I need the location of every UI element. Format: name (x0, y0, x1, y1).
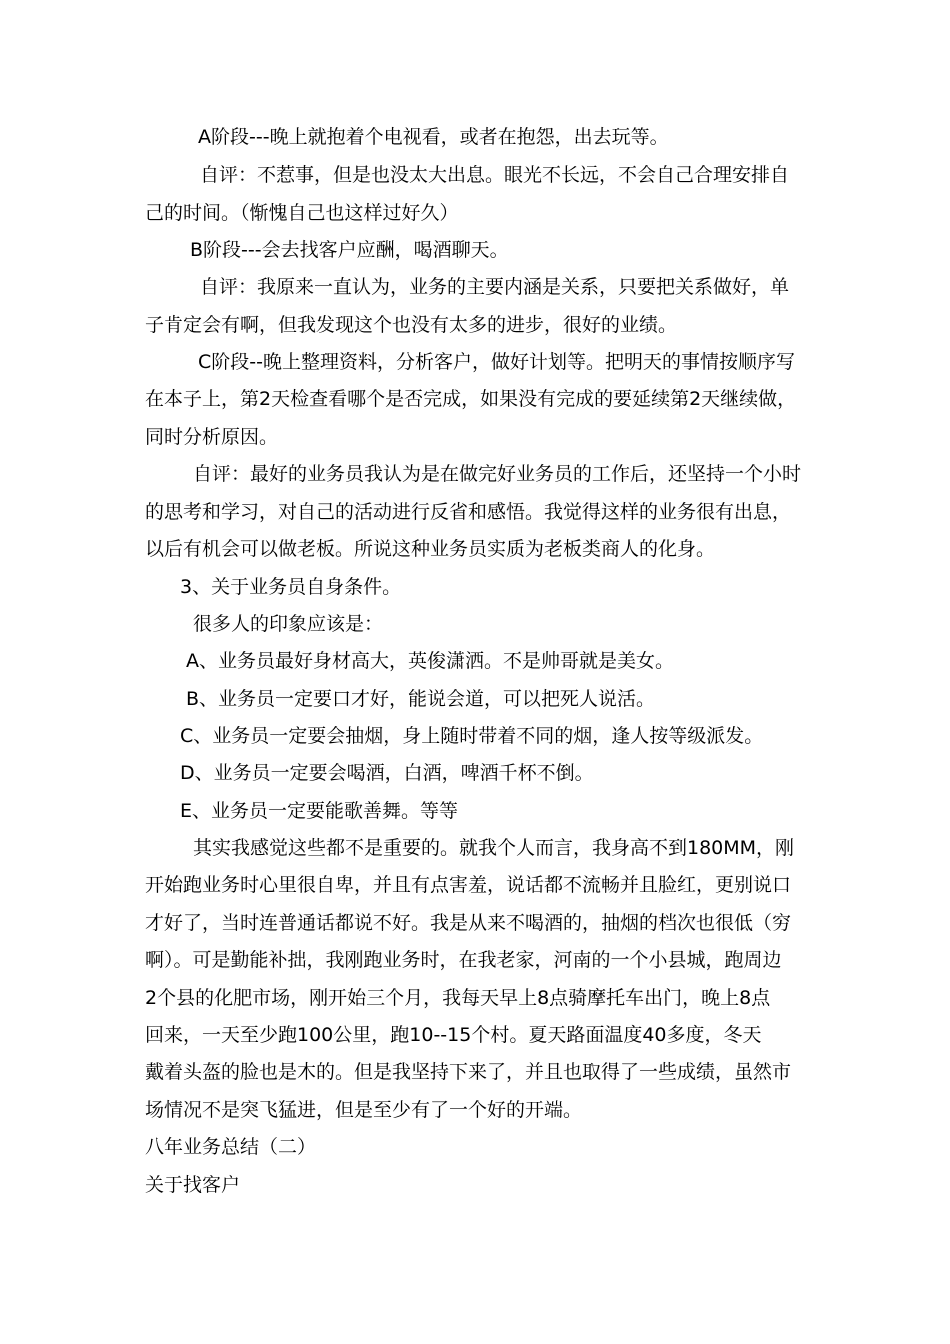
list-item-b: B、业务员一定要口才好，能说会道，可以把死人说活。 (186, 688, 656, 710)
paragraph-self-review-b: 自评：我原来一直认为，业务的主要内涵是关系，只要把关系做好，单 (200, 276, 790, 298)
section-title: 八年业务总结（二） (145, 1136, 317, 1158)
list-item-e: E、业务员一定要能歌善舞。等等 (180, 800, 459, 822)
subsection-title: 关于找客户 (145, 1174, 241, 1196)
paragraph-self-review-c: 自评：最好的业务员我认为是在做完好业务员的工作后，还坚持一个小时 (193, 463, 802, 485)
paragraph-self-review-a: 自评：不惹事，但是也没太大出息。眼光不长远，不会自己合理安排自 (200, 164, 790, 186)
paragraph-stage-c: C阶段--晚上整理资料，分析客户，做好计划等。把明天的事情按顺序写 (198, 351, 795, 373)
list-item-d: D、业务员一定要会喝酒，白酒，啤酒千杯不倒。 (180, 762, 594, 784)
paragraph-personal-story-cont4: 2个县的化肥市场，刚开始三个月，我每天早上8点骑摩托车出门，晚上8点 (145, 987, 771, 1009)
paragraph-personal-story: 其实我感觉这些都不是重要的。就我个人而言，我身高不到180MM，刚 (193, 837, 795, 859)
paragraph-impressions-intro: 很多人的印象应该是： (193, 613, 384, 635)
paragraph-personal-story-cont5: 回来，一天至少跑100公里，跑10--15个村。夏天路面温度40多度，冬天 (145, 1024, 762, 1046)
paragraph-stage-c-cont1: 在本子上，第2天检查看哪个是否完成，如果没有完成的要延续第2天继续做， (145, 388, 797, 410)
paragraph-stage-a: A阶段---晚上就抱着个电视看，或者在抱怨，出去玩等。 (198, 126, 669, 148)
paragraph-self-review-b-cont: 子肯定会有啊，但我发现这个也没有太多的进步，很好的业绩。 (145, 314, 678, 336)
section-heading-3: 3、关于业务员自身条件。 (180, 576, 402, 598)
paragraph-personal-story-cont2: 才好了，当时连普通话都说不好。我是从来不喝酒的，抽烟的档次也很低（穷 (145, 912, 792, 934)
list-item-c: C、业务员一定要会抽烟，身上随时带着不同的烟，逢人按等级派发。 (180, 725, 764, 747)
paragraph-personal-story-cont6: 戴着头盔的脸也是木的。但是我坚持下来了，并且也取得了一些成绩，虽然市 (145, 1061, 792, 1083)
list-item-a: A、业务员最好身材高大，英俊潇洒。不是帅哥就是美女。 (186, 650, 674, 672)
paragraph-self-review-a-cont: 己的时间。（惭愧自己也这样过好久） (145, 202, 459, 224)
paragraph-personal-story-cont3: 啊）。可是勤能补拙，我刚跑业务时，在我老家，河南的一个小县城，跑周边 (145, 949, 782, 971)
paragraph-stage-c-cont2: 同时分析原因。 (145, 426, 279, 448)
paragraph-self-review-c-cont1: 的思考和学习，对自己的活动进行反省和感悟。我觉得这样的业务很有出息， (145, 501, 792, 523)
paragraph-personal-story-cont1: 开始跑业务时心里很自卑，并且有点害羞，说话都不流畅并且脸红，更别说口 (145, 874, 792, 896)
paragraph-stage-b: B阶段---会去找客户应酬，喝酒聊天。 (190, 239, 509, 261)
paragraph-personal-story-cont7: 场情况不是突飞猛进，但是至少有了一个好的开端。 (145, 1099, 583, 1121)
paragraph-self-review-c-cont2: 以后有机会可以做老板。所说这种业务员实质为老板类商人的化身。 (145, 538, 716, 560)
